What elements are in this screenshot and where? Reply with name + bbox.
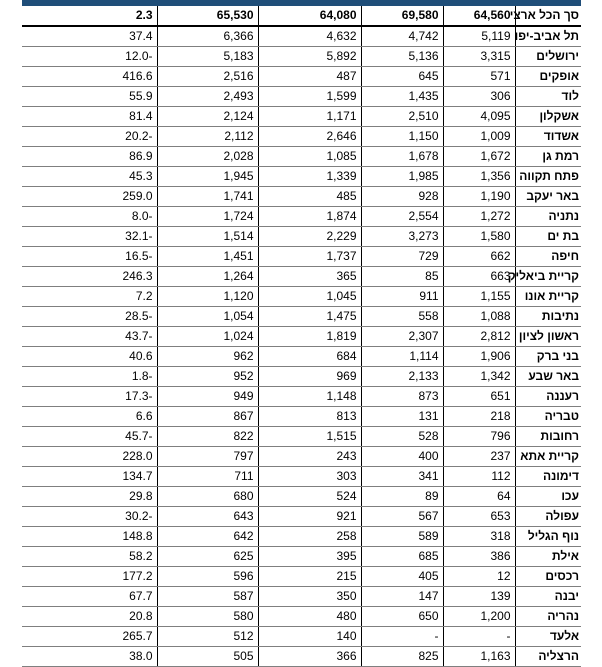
- locality-name-cell: נתיבות: [515, 307, 581, 327]
- table-row: [22, 547, 581, 567]
- value-cell: 85: [361, 267, 443, 287]
- change-percent-cell: 81.4: [22, 107, 157, 127]
- value-cell: 1,741: [157, 187, 258, 207]
- value-cell: -: [443, 627, 515, 647]
- value-cell: 969: [258, 367, 361, 387]
- value-cell: 3,315: [443, 47, 515, 67]
- value-cell: 580: [157, 607, 258, 627]
- locality-name-cell: ראשון לציון: [515, 327, 581, 347]
- value-cell: 1,342: [443, 367, 515, 387]
- change-percent-cell: 37.4: [22, 26, 157, 47]
- locality-name-cell: ירושלים: [515, 47, 581, 67]
- value-cell: 487: [258, 67, 361, 87]
- value-cell: 1,819: [258, 327, 361, 347]
- locality-name-cell: קריית ביאליק: [515, 267, 581, 287]
- table-row: [22, 107, 581, 127]
- value-cell: 366: [258, 647, 361, 667]
- change-percent-cell: 6.6: [22, 407, 157, 427]
- value-cell: 822: [157, 427, 258, 447]
- value-cell: 2,307: [361, 327, 443, 347]
- value-cell: 1,155: [443, 287, 515, 307]
- locality-name-cell: עכו: [515, 487, 581, 507]
- change-percent-cell: 58.2: [22, 547, 157, 567]
- change-percent-cell: 134.7: [22, 467, 157, 487]
- value-cell: -: [361, 627, 443, 647]
- value-cell: 711: [157, 467, 258, 487]
- value-cell: 318: [443, 527, 515, 547]
- value-cell: 1,724: [157, 207, 258, 227]
- value-cell: 663: [443, 267, 515, 287]
- value-cell: 5,183: [157, 47, 258, 67]
- locality-name-cell: יבנה: [515, 587, 581, 607]
- value-cell: 1,163: [443, 647, 515, 667]
- value-cell: 2,646: [258, 127, 361, 147]
- value-cell: 400: [361, 447, 443, 467]
- value-cell: 2,554: [361, 207, 443, 227]
- value-cell: 1,678: [361, 147, 443, 167]
- change-percent-cell: 246.3: [22, 267, 157, 287]
- value-cell: 258: [258, 527, 361, 547]
- value-cell: 341: [361, 467, 443, 487]
- value-cell: 1,451: [157, 247, 258, 267]
- value-cell: 218: [443, 407, 515, 427]
- value-cell: 589: [361, 527, 443, 547]
- value-cell: 643: [157, 507, 258, 527]
- value-cell: 6,366: [157, 26, 258, 47]
- value-cell: 587: [157, 587, 258, 607]
- change-percent-cell: 265.7: [22, 627, 157, 647]
- value-cell: 642: [157, 527, 258, 547]
- locality-name-cell: אשקלון: [515, 107, 581, 127]
- table-row: [22, 607, 581, 627]
- value-cell: 1,120: [157, 287, 258, 307]
- value-cell: 796: [443, 427, 515, 447]
- change-percent-cell: 28.5-: [22, 307, 157, 327]
- value-cell: 528: [361, 427, 443, 447]
- value-cell: 651: [443, 387, 515, 407]
- table-row: [22, 427, 581, 447]
- change-percent-cell: 67.7: [22, 587, 157, 607]
- locality-name-cell: סך הכל ארצי: [515, 6, 581, 26]
- change-percent-cell: 148.8: [22, 527, 157, 547]
- value-cell: 1,190: [443, 187, 515, 207]
- table-row: [22, 187, 581, 207]
- locality-name-cell: נתניה: [515, 207, 581, 227]
- value-cell: 1,737: [258, 247, 361, 267]
- locality-name-cell: קריית אתא: [515, 447, 581, 467]
- value-cell: 949: [157, 387, 258, 407]
- table-row: [22, 627, 581, 647]
- value-cell: 140: [258, 627, 361, 647]
- value-cell: 662: [443, 247, 515, 267]
- value-cell: 1,045: [258, 287, 361, 307]
- value-cell: 485: [258, 187, 361, 207]
- value-cell: 962: [157, 347, 258, 367]
- value-cell: 797: [157, 447, 258, 467]
- value-cell: 952: [157, 367, 258, 387]
- value-cell: 1,356: [443, 167, 515, 187]
- table-row: [22, 387, 581, 407]
- locality-name-cell: באר יעקב: [515, 187, 581, 207]
- value-cell: 1,985: [361, 167, 443, 187]
- value-cell: 12: [443, 567, 515, 587]
- value-cell: 405: [361, 567, 443, 587]
- table-row: [22, 467, 581, 487]
- change-percent-cell: 16.5-: [22, 247, 157, 267]
- locality-name-cell: בת ים: [515, 227, 581, 247]
- table-row: [22, 507, 581, 527]
- locality-name-cell: בני ברק: [515, 347, 581, 367]
- table-row: [22, 407, 581, 427]
- value-cell: 867: [157, 407, 258, 427]
- table-row: [22, 167, 581, 187]
- value-cell: 625: [157, 547, 258, 567]
- change-percent-cell: 55.9: [22, 87, 157, 107]
- value-cell: 650: [361, 607, 443, 627]
- value-cell: 1,264: [157, 267, 258, 287]
- table-row: [22, 567, 581, 587]
- locality-name-cell: פתח תקווה: [515, 167, 581, 187]
- value-cell: 2,229: [258, 227, 361, 247]
- locality-name-cell: חיפה: [515, 247, 581, 267]
- change-percent-cell: 86.9: [22, 147, 157, 167]
- value-cell: 1,085: [258, 147, 361, 167]
- value-cell: 4,095: [443, 107, 515, 127]
- locality-name-cell: אילת: [515, 547, 581, 567]
- value-cell: 1,945: [157, 167, 258, 187]
- change-percent-cell: 8.0-: [22, 207, 157, 227]
- locality-name-cell: באר שבע: [515, 367, 581, 387]
- locality-name-cell: הרצליה: [515, 647, 581, 667]
- change-percent-cell: 17.3-: [22, 387, 157, 407]
- table-row: [22, 647, 581, 667]
- value-cell: 2,133: [361, 367, 443, 387]
- value-cell: 1,435: [361, 87, 443, 107]
- change-percent-cell: 43.7-: [22, 327, 157, 347]
- value-cell: 1,515: [258, 427, 361, 447]
- value-cell: 653: [443, 507, 515, 527]
- locality-name-cell: נהריה: [515, 607, 581, 627]
- value-cell: 3,273: [361, 227, 443, 247]
- change-percent-cell: 259.0: [22, 187, 157, 207]
- locality-name-cell: אופקים: [515, 67, 581, 87]
- change-percent-cell: 2.3: [22, 6, 157, 26]
- value-cell: 2,028: [157, 147, 258, 167]
- table-row: [22, 307, 581, 327]
- value-cell: 2,124: [157, 107, 258, 127]
- table-row: [22, 227, 581, 247]
- table-row: [22, 127, 581, 147]
- value-cell: 1,009: [443, 127, 515, 147]
- value-cell: 825: [361, 647, 443, 667]
- value-cell: 1,475: [258, 307, 361, 327]
- table-row: [22, 207, 581, 227]
- change-percent-cell: 45.3: [22, 167, 157, 187]
- value-cell: 729: [361, 247, 443, 267]
- value-cell: 680: [157, 487, 258, 507]
- value-cell: 64: [443, 487, 515, 507]
- locality-name-cell: דימונה: [515, 467, 581, 487]
- value-cell: 1,171: [258, 107, 361, 127]
- locality-name-cell: רמת גן: [515, 147, 581, 167]
- value-cell: 873: [361, 387, 443, 407]
- change-percent-cell: 45.7-: [22, 427, 157, 447]
- value-cell: 1,200: [443, 607, 515, 627]
- value-cell: 1,339: [258, 167, 361, 187]
- change-percent-cell: 228.0: [22, 447, 157, 467]
- change-percent-cell: 29.8: [22, 487, 157, 507]
- value-cell: 64,560: [443, 6, 515, 26]
- locality-name-cell: קריית אונו: [515, 287, 581, 307]
- value-cell: 243: [258, 447, 361, 467]
- value-cell: 64,080: [258, 6, 361, 26]
- change-percent-cell: 32.1-: [22, 227, 157, 247]
- table-row: [22, 147, 581, 167]
- value-cell: 4,632: [258, 26, 361, 47]
- value-cell: 928: [361, 187, 443, 207]
- value-cell: 921: [258, 507, 361, 527]
- locality-name-cell: אלעד: [515, 627, 581, 647]
- value-cell: 395: [258, 547, 361, 567]
- value-cell: 89: [361, 487, 443, 507]
- change-percent-cell: 12.0-: [22, 47, 157, 67]
- change-percent-cell: 7.2: [22, 287, 157, 307]
- value-cell: 69,580: [361, 6, 443, 26]
- change-percent-cell: 20.8: [22, 607, 157, 627]
- change-percent-cell: 1.8-: [22, 367, 157, 387]
- value-cell: 813: [258, 407, 361, 427]
- value-cell: 2,812: [443, 327, 515, 347]
- value-cell: 365: [258, 267, 361, 287]
- value-cell: 685: [361, 547, 443, 567]
- value-cell: 596: [157, 567, 258, 587]
- locality-name-cell: רעננה: [515, 387, 581, 407]
- total-row: [22, 6, 581, 26]
- value-cell: 1,514: [157, 227, 258, 247]
- value-cell: 571: [443, 67, 515, 87]
- value-cell: 5,136: [361, 47, 443, 67]
- value-cell: 512: [157, 627, 258, 647]
- locality-name-cell: לוד: [515, 87, 581, 107]
- value-cell: 303: [258, 467, 361, 487]
- locality-name-cell: רכסים: [515, 567, 581, 587]
- change-percent-cell: 177.2: [22, 567, 157, 587]
- change-percent-cell: 30.2-: [22, 507, 157, 527]
- table-body: [22, 6, 581, 667]
- data-table: [22, 6, 581, 667]
- value-cell: 1,024: [157, 327, 258, 347]
- locality-name-cell: טבריה: [515, 407, 581, 427]
- value-cell: 4,742: [361, 26, 443, 47]
- value-cell: 112: [443, 467, 515, 487]
- table-row: [22, 26, 581, 47]
- table-row: [22, 47, 581, 67]
- table-row: [22, 287, 581, 307]
- value-cell: 386: [443, 547, 515, 567]
- value-cell: 1,054: [157, 307, 258, 327]
- table-row: [22, 247, 581, 267]
- table-row: [22, 487, 581, 507]
- value-cell: 2,516: [157, 67, 258, 87]
- value-cell: 1,148: [258, 387, 361, 407]
- value-cell: 2,510: [361, 107, 443, 127]
- value-cell: 1,114: [361, 347, 443, 367]
- value-cell: 684: [258, 347, 361, 367]
- value-cell: 147: [361, 587, 443, 607]
- value-cell: 524: [258, 487, 361, 507]
- value-cell: 558: [361, 307, 443, 327]
- value-cell: 237: [443, 447, 515, 467]
- locality-name-cell: עפולה: [515, 507, 581, 527]
- value-cell: 1,874: [258, 207, 361, 227]
- table-row: [22, 87, 581, 107]
- table-row: [22, 67, 581, 87]
- value-cell: 505: [157, 647, 258, 667]
- table-row: [22, 367, 581, 387]
- value-cell: 1,088: [443, 307, 515, 327]
- table-row: [22, 327, 581, 347]
- value-cell: 480: [258, 607, 361, 627]
- value-cell: 215: [258, 567, 361, 587]
- locality-name-cell: נוף הגליל: [515, 527, 581, 547]
- change-percent-cell: 20.2-: [22, 127, 157, 147]
- value-cell: 567: [361, 507, 443, 527]
- value-cell: 1,906: [443, 347, 515, 367]
- change-percent-cell: 40.6: [22, 347, 157, 367]
- value-cell: 2,493: [157, 87, 258, 107]
- table-row: [22, 527, 581, 547]
- value-cell: 1,672: [443, 147, 515, 167]
- value-cell: 5,892: [258, 47, 361, 67]
- value-cell: 5,119: [443, 26, 515, 47]
- value-cell: 1,150: [361, 127, 443, 147]
- locality-name-cell: רחובות: [515, 427, 581, 447]
- value-cell: 1,599: [258, 87, 361, 107]
- value-cell: 139: [443, 587, 515, 607]
- value-cell: 131: [361, 407, 443, 427]
- value-cell: 350: [258, 587, 361, 607]
- value-cell: 645: [361, 67, 443, 87]
- table-row: [22, 267, 581, 287]
- table-row: [22, 447, 581, 467]
- change-percent-cell: 38.0: [22, 647, 157, 667]
- table-row: [22, 587, 581, 607]
- spreadsheet: [22, 0, 581, 667]
- value-cell: 2,112: [157, 127, 258, 147]
- value-cell: 911: [361, 287, 443, 307]
- table-row: [22, 347, 581, 367]
- locality-name-cell: תל אביב-יפו: [515, 26, 581, 47]
- change-percent-cell: 416.6: [22, 67, 157, 87]
- value-cell: 1,272: [443, 207, 515, 227]
- value-cell: 1,580: [443, 227, 515, 247]
- value-cell: 65,530: [157, 6, 258, 26]
- locality-name-cell: אשדוד: [515, 127, 581, 147]
- value-cell: 306: [443, 87, 515, 107]
